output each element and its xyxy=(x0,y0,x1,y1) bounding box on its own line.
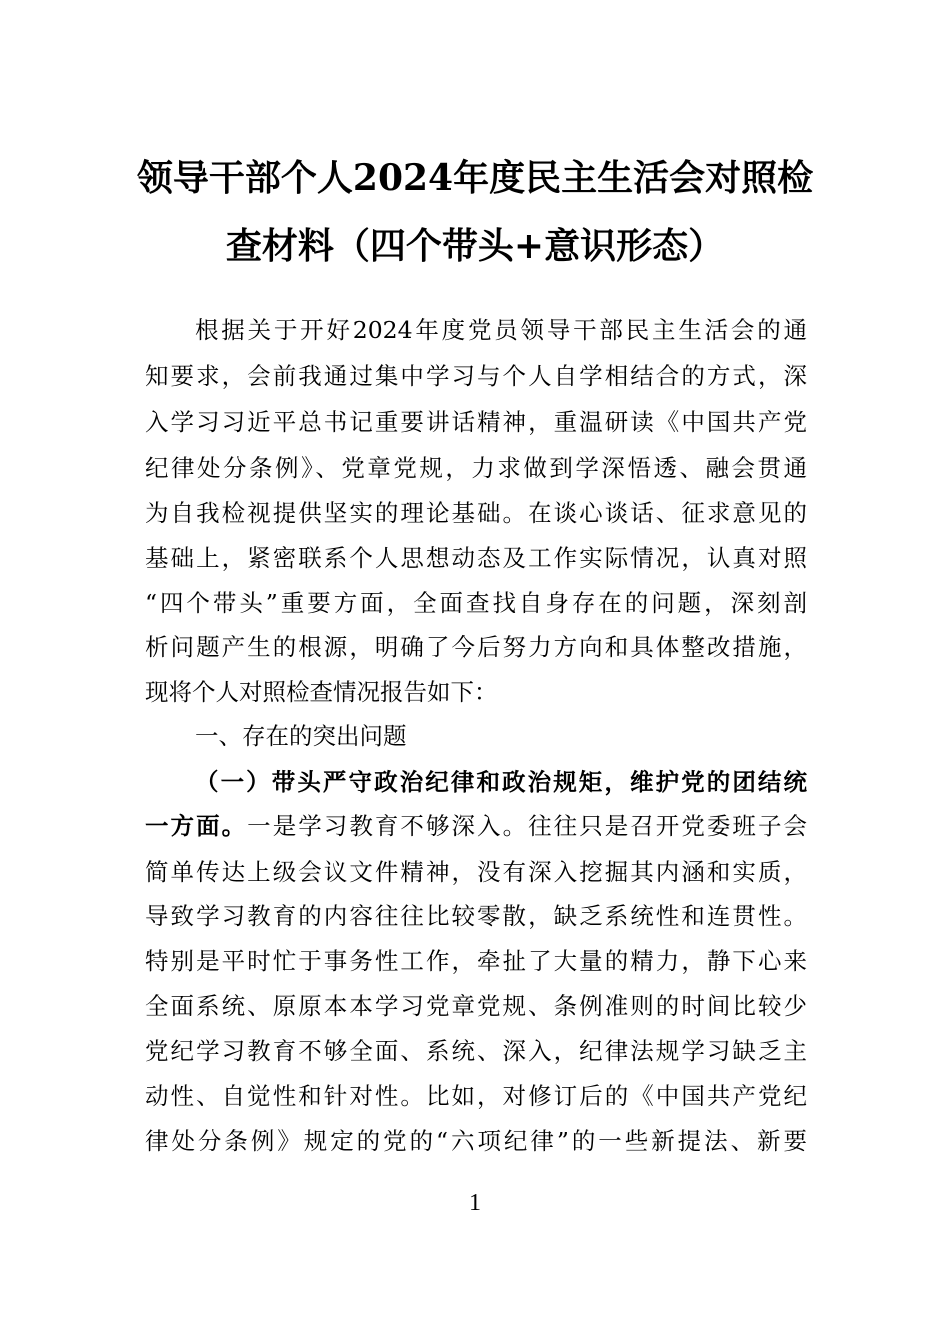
subsection-mixed-line xyxy=(145,810,807,842)
subsection-heading-end: 一方面。 xyxy=(145,812,248,840)
intro-paragraph-line: 现将个人对照检查情况报告如下： xyxy=(145,678,498,706)
body-paragraph-line: 特别是平时忙于事务性工作，牵扯了大量的精力，静下心来 xyxy=(145,947,807,975)
intro-paragraph-line: 基础上，紧密联系个人思想动态及工作实际情况，认真对照 xyxy=(145,544,807,572)
subsection-body-start: 一是学习教育不够深入。往往只是召开党委班子会 xyxy=(247,812,808,840)
body-paragraph-line: 律处分条例》规定的党的“六项纪律”的一些新提法、新要 xyxy=(145,1127,807,1155)
page-number: 1 xyxy=(469,1190,481,1216)
intro-paragraph-line: 根据关于开好2024年度党员领导干部民主生活会的通 xyxy=(195,316,807,344)
body-paragraph-line: 动性、自觉性和针对性。比如，对修订后的《中国共产党纪 xyxy=(145,1082,807,1110)
body-paragraph-line: 党纪学习教育不够全面、系统、深入，纪律法规学习缺乏主 xyxy=(145,1037,807,1065)
document-title-line-1: 领导干部个人2024年度民主生活会对照检 xyxy=(136,157,814,199)
intro-paragraph-line: 纪律处分条例》、党章党规，力求做到学深悟透、融会贯通 xyxy=(145,454,807,482)
body-paragraph-line: 导致学习教育的内容往往比较零散，缺乏系统性和连贯性。 xyxy=(145,902,807,930)
intro-paragraph-line: 知要求，会前我通过集中学习与个人自学相结合的方式，深 xyxy=(145,362,807,390)
intro-paragraph-line: 析问题产生的根源，明确了今后努力方向和具体整改措施， xyxy=(145,633,807,661)
body-paragraph-line: 全面系统、原原本本学习党章党规、条例准则的时间比较少 xyxy=(145,992,807,1020)
subsection-heading-line: （一）带头严守政治纪律和政治规矩，维护党的团结统 xyxy=(195,768,807,796)
section-heading: 一、存在的突出问题 xyxy=(195,722,407,750)
intro-paragraph-line: 为自我检视提供坚实的理论基础。在谈心谈话、征求意见的 xyxy=(145,499,807,527)
body-paragraph-line: 简单传达上级会议文件精神，没有深入挖掘其内涵和实质， xyxy=(145,858,807,886)
document-title-line-2: 查材料（四个带头+意识形态） xyxy=(225,225,725,267)
intro-paragraph-line: 入学习习近平总书记重要讲话精神，重温研读《中国共产党 xyxy=(145,408,807,436)
intro-paragraph-line: “四个带头”重要方面，全面查找自身存在的问题，深刻剖 xyxy=(145,589,807,617)
